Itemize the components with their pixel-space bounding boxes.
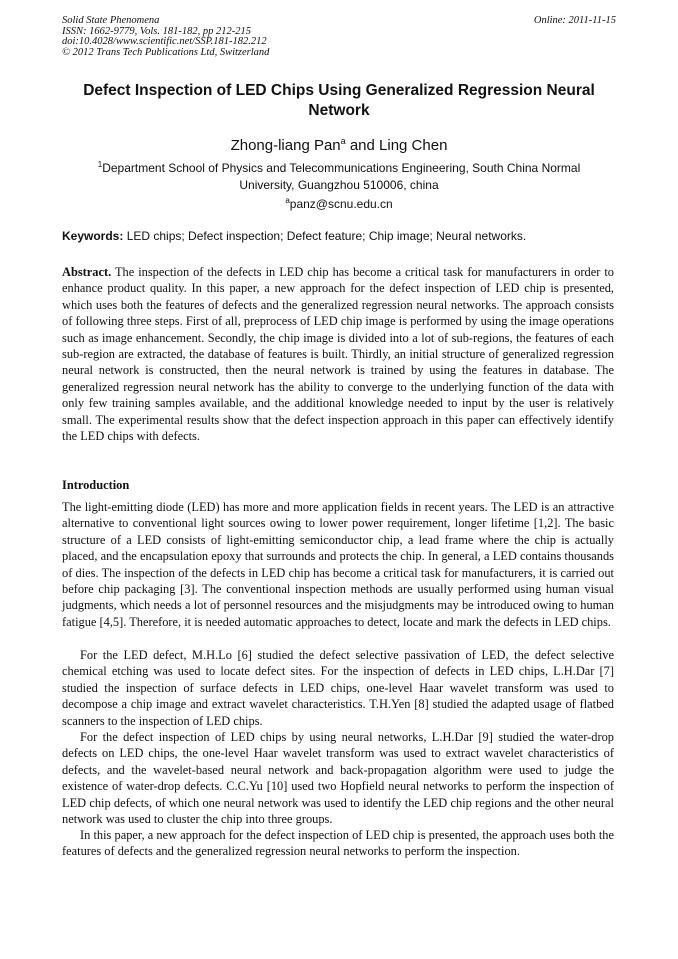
- keywords: [62, 228, 616, 244]
- affiliation-superscript: 1: [97, 160, 103, 169]
- abstract-text: The inspection of the defects in LED chip has become a critical task for manufacturers in order to enhance product quality. In this paper, a new approach for the defect inspection of LED chip is presented, which uses both the features of defects and the generalized regression neural networks. The approach consists of following three steps. First of all, preprocess of LED chip image is performed by using the image operations such as image enhancement. Secondly, the chip image is divided into a lot of sub-regions, the features of each sub-region are extracted, the database of features is built. Thirdly, an initial structure of generalized regression neural network is constructed, then the neural network is trained by using the features in database. The generalized regression neural network has the ability to converge to the underlying function of the data with only few training samples available, and the additional knowledge needed to input by the user is relatively small. The experimental results show that the defect inspection approach in this paper can effectively identify the LED chips with defects.: [62, 265, 614, 444]
- journal-header: [62, 16, 269, 58]
- affiliation-text: Department School of Physics and Telecommunications Engineering, South China Normal University, Guangzhou 510006, china: [102, 161, 581, 192]
- paper-title: Defect Inspection of LED Chips Using Generalized Regression Neural Network: [83, 82, 595, 119]
- email-superscript: a: [285, 196, 290, 205]
- author-joiner: and: [345, 137, 380, 154]
- email-text[interactable]: panz@scnu.edu.cn: [289, 197, 393, 211]
- copyright-line: © 2012 Trans Tech Publications Ltd, Switzerland: [62, 46, 270, 58]
- intro-paragraph-1: The light-emitting diode (LED) has more and more application fields in recent years. The LED is an attractive alternative to conventional light sources owing to lower power requirement, longer lifetime [1,2]. The basic structure of a LED consists of light-emitting semiconductor chip, a lead frame where the chip is actually placed, and the encapsulation epoxy that surrounds and protects the chip. In general, a LED contains thousands of dies. The inspection of the defects in LED chip has become a critical task for manufacturers, it is carried out before chip packaging [3]. The conventional inspection methods are usually performed using human visual judgments, which needs a lot of personnel resources and the misjudgments may be introduced owing to human fatigue [4,5]. Therefore, it is needed automatic approaches to detect, locate and mark the defects in LED chips.: [62, 500, 614, 629]
- author-2: Ling Chen: [379, 137, 448, 154]
- author-1-superscript: a: [340, 136, 346, 146]
- doi-line: doi:10.4028/www.scientific.net/SSP.181-182.212: [62, 36, 267, 47]
- abstract: [62, 264, 614, 444]
- intro-paragraph-2: For the LED defect, M.H.Lo [6] studied the defect selective passivation of LED, the defect selective chemical etching was used to locate defect sites. For the inspection of defects in LED chips, L.H.Dar [7] studied the inspection of surface defects in LED chips, one-level Haar wavelet transform was used to decompose a chip image and extract wavelet characteristics. T.H.Yen [8] studied the adapted usage of flatbed scanners to the inspection of LED chips.: [62, 648, 614, 728]
- abstract-label: Abstract.: [62, 265, 112, 279]
- affiliation: [82, 156, 596, 194]
- author-1: Zhong-liang Pan: [230, 137, 341, 154]
- journal-name: Solid State Phenomena: [62, 15, 160, 26]
- keywords-text: LED chips; Defect inspection; Defect feature; Chip image; Neural networks.: [123, 229, 527, 243]
- intro-paragraph-3: For the defect inspection of LED chips by using neural networks, L.H.Dar [9] studied the water-drop defects on LED chips, the one-level Haar wavelet transform was used to extract wavelet characteristics of defects, and the wavelet-based neural network and back-propagation algorithm were used to judge the existence of water-drop defects. C.C.Yu [10] used two Hopfield neural networks to perform the inspection of LED chip defects, of which one neural network was used to identify the LED chip regions and the other neural network was used to cluster the chip into three groups.: [62, 730, 614, 827]
- intro-paragraph-4: In this paper, a new approach for the defect inspection of LED chip is presented, the approach uses both the features of defects and the generalized regression neural networks to perform the inspection.: [62, 828, 614, 859]
- issn-line: ISSN: 1662-9779, Vols. 181-182, pp 212-215: [62, 25, 251, 37]
- author-line: [62, 131, 616, 156]
- introduction-heading: Introduction: [62, 478, 130, 492]
- online-date: Online: 2011-11-15: [533, 15, 616, 26]
- keywords-label: Keywords:: [62, 229, 124, 243]
- author-email: [62, 192, 616, 213]
